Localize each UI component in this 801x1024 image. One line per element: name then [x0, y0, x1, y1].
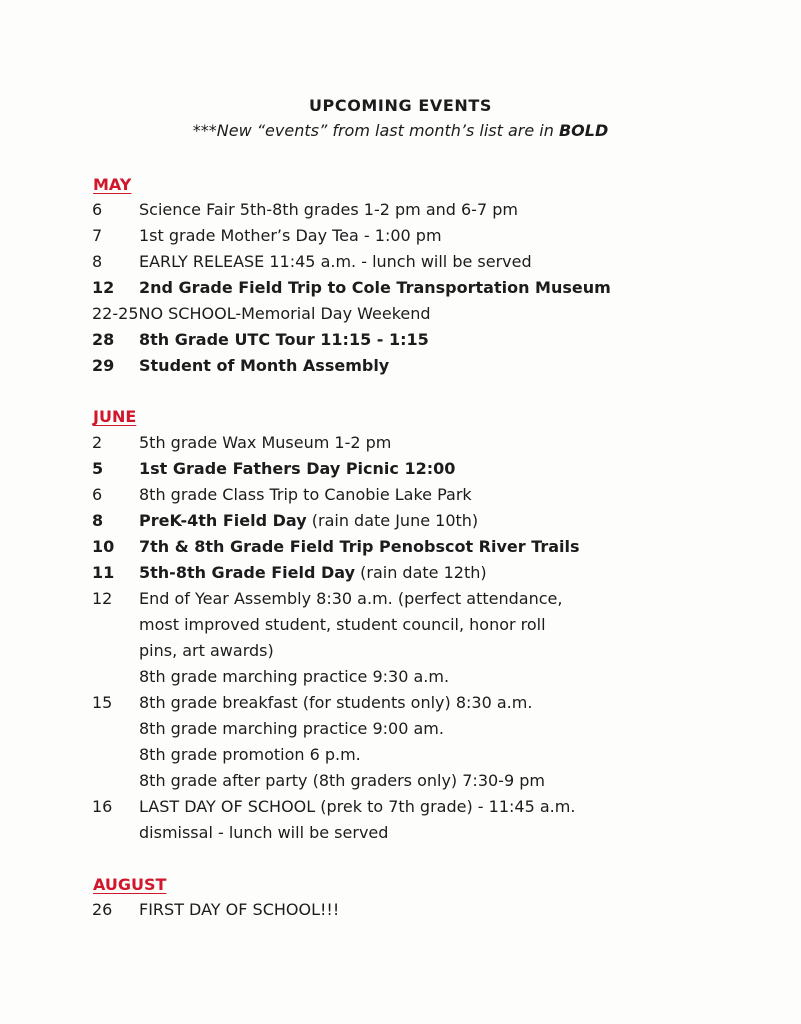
event-text: PreK-4th Field Day [139, 511, 307, 530]
month-heading-august: AUGUST [93, 875, 167, 894]
event-text: Student of Month Assembly [139, 356, 390, 375]
event-text: NO SCHOOL-Memorial Day Weekend [138, 304, 431, 323]
event-day: 22-25 [92, 304, 139, 323]
event-day: 2 [92, 433, 103, 452]
event-day: 16 [92, 797, 113, 816]
event-day: 12 [92, 278, 115, 297]
event-line: 8th grade after party (8th graders only) 7:30-9 pm [139, 771, 545, 790]
event-row [92, 301, 431, 327]
event-day: 29 [92, 356, 115, 375]
event-day: 10 [92, 537, 115, 556]
event-line: 8th grade marching practice 9:30 a.m. [139, 667, 450, 686]
event-day: 7 [92, 226, 103, 245]
event-text: 5th-8th Grade Field Day [139, 563, 356, 582]
event-day: 12 [92, 589, 113, 608]
event-day: 26 [92, 900, 113, 919]
event-day: 8 [92, 252, 103, 271]
event-line: LAST DAY OF SCHOOL (prek to 7th grade) - 11:45 a.m. [139, 797, 576, 816]
event-line: most improved student, student council, honor roll [139, 615, 546, 634]
event-line: dismissal - lunch will be served [139, 823, 389, 842]
page-title: UPCOMING EVENTS [308, 96, 493, 115]
event-text: FIRST DAY OF SCHOOL!!! [139, 900, 340, 919]
page-subtitle [0, 121, 801, 140]
event-text: 8th Grade UTC Tour 11:15 - 1:15 [139, 330, 429, 349]
event-text: 8th grade Class Trip to Canobie Lake Park [139, 485, 472, 504]
event-line: 8th grade promotion 6 p.m. [139, 745, 361, 764]
subtitle-bold-word: BOLD [558, 121, 609, 140]
subtitle-text: ***New “events” from last month’s list are in [192, 121, 559, 140]
event-line: 8th grade breakfast (for students only) 8:30 a.m. [139, 693, 533, 712]
event-text: Science Fair 5th-8th grades 1-2 pm and 6-7 pm [139, 200, 518, 219]
event-text: 7th & 8th Grade Field Trip Penobscot River Trails [139, 537, 580, 556]
event-text: 2nd Grade Field Trip to Cole Transportation Museum [139, 278, 611, 297]
event-line: pins, art awards) [139, 641, 274, 660]
event-line: End of Year Assembly 8:30 a.m. (perfect attendance, [139, 589, 563, 608]
month-heading-may: MAY [93, 175, 132, 194]
event-note: (rain date 12th) [355, 563, 487, 582]
event-day: 11 [92, 563, 115, 582]
event-text: 1st grade Mother’s Day Tea - 1:00 pm [139, 226, 442, 245]
event-text: 1st Grade Fathers Day Picnic 12:00 [139, 459, 456, 478]
event-day: 8 [92, 511, 104, 530]
month-heading-june: JUNE [93, 407, 137, 426]
event-day: 15 [92, 693, 113, 712]
event-day: 28 [92, 330, 115, 349]
event-text: 5th grade Wax Museum 1-2 pm [139, 433, 392, 452]
event-text: EARLY RELEASE 11:45 a.m. - lunch will be served [139, 252, 532, 271]
event-day: 6 [92, 200, 103, 219]
event-note: (rain date June 10th) [306, 511, 479, 530]
event-line: 8th grade marching practice 9:00 am. [139, 719, 444, 738]
event-day: 6 [92, 485, 103, 504]
event-day: 5 [92, 459, 104, 478]
